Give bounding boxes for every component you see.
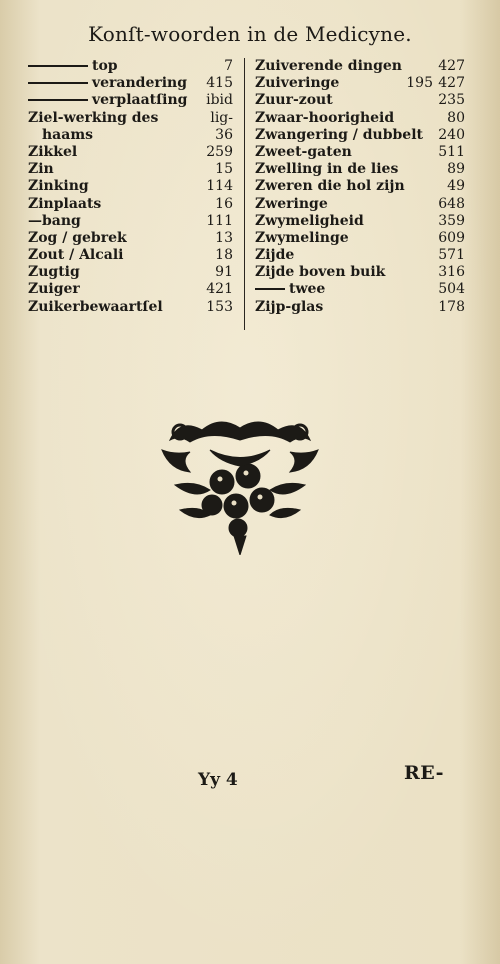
entry-page-ref: 91 [215, 264, 233, 281]
entry-term-text: Zuiverende dingen [255, 58, 402, 74]
index-entry [28, 178, 233, 195]
entry-page-ref: 114 [206, 178, 233, 195]
index-entry [28, 161, 233, 178]
entry-term-text: verplaatſing [92, 92, 188, 109]
entry-term [28, 230, 127, 247]
entry-term [255, 178, 405, 195]
entry-term [255, 213, 364, 230]
index-entry [28, 127, 233, 144]
index-entry [255, 230, 465, 247]
entry-page-ref: 16 [215, 195, 233, 212]
entry-term-text: Zuiger [28, 281, 80, 298]
entry-page-ref: 240 [438, 126, 465, 143]
entry-term-text: Zijde [255, 247, 295, 264]
index-column-left [28, 58, 233, 316]
page-header: Konſt-woorden in de Medicyne. [88, 22, 412, 46]
entry-term [255, 58, 402, 75]
index-entry [255, 213, 465, 230]
index-entry [255, 110, 465, 127]
entry-term-text: Zinplaats [28, 195, 102, 212]
entry-page-ref: 49 [447, 178, 465, 195]
entry-term-text: Zwaar-hoorigheid [255, 109, 395, 126]
index-entry [28, 299, 233, 316]
entry-page-ref: 36 [215, 126, 233, 143]
entry-page-ref: lig- [210, 109, 233, 126]
entry-page-ref: 648 [438, 195, 465, 212]
entry-term-text: Zinking [28, 178, 89, 195]
entry-term-text: Zuiveringe [255, 75, 340, 92]
entry-term-text: —bang [28, 212, 81, 229]
index-entry [28, 58, 233, 75]
entry-term-text: top [92, 58, 118, 74]
entry-term [255, 144, 352, 161]
entry-page-ref: 89 [447, 161, 465, 178]
entry-page-ref: 427 [438, 58, 465, 74]
entry-term [28, 281, 80, 298]
index-entry [28, 110, 233, 127]
entry-page-ref: 421 [206, 281, 233, 298]
entry-term [255, 264, 385, 281]
entry-term-text: Ziel-werking des [28, 109, 159, 126]
catchword: RE- [404, 762, 445, 784]
entry-page-ref: 80 [447, 109, 465, 126]
entry-term-text: verandering [92, 75, 188, 92]
entry-page-ref: 504 [438, 281, 465, 298]
entry-term [28, 92, 187, 109]
entry-term-text: Zikkel [28, 143, 78, 160]
entry-page-ref: 13 [215, 229, 233, 246]
entry-term-text: Zwymeligheid [255, 212, 364, 229]
entry-term [28, 247, 123, 264]
signature-mark: Yy 4 [198, 770, 238, 790]
entry-term [255, 127, 423, 144]
entry-term-text: Zugtig [28, 264, 80, 281]
index-entry [255, 75, 465, 92]
index-entry [255, 178, 465, 195]
entry-term [28, 264, 80, 281]
index-entry [28, 264, 233, 281]
entry-term-text: Zweren die hol zijn [255, 178, 405, 195]
entry-term-text: Zwymelinge [255, 229, 349, 246]
entry-page-ref: 259 [206, 143, 233, 160]
index-entry [255, 92, 465, 109]
entry-page-ref: 415 [206, 75, 233, 92]
entry-term [255, 92, 333, 109]
index-entry [255, 161, 465, 178]
index-entry [255, 58, 465, 75]
entry-term-text: Zog / gebrek [28, 229, 127, 246]
index-entry [255, 281, 465, 298]
entry-term-text: haams [42, 126, 94, 143]
column-divider [244, 58, 245, 330]
entry-term [28, 58, 118, 75]
entry-page-ref: ibid [206, 92, 233, 109]
entry-term-text: Zout / Alcali [28, 247, 124, 264]
index-column-right [255, 58, 465, 316]
entry-term [255, 281, 325, 298]
entry-term [28, 144, 77, 161]
entry-page-ref: 359 [438, 212, 465, 229]
entry-term [28, 196, 101, 213]
entry-term-text: Zweet-gaten [255, 143, 352, 160]
entry-page-ref: 15 [215, 161, 233, 178]
entry-term [255, 75, 339, 92]
index-entry [255, 196, 465, 213]
entry-term [255, 110, 394, 127]
entry-term [255, 230, 349, 247]
index-entry [28, 281, 233, 298]
entry-page-ref: 609 [438, 229, 465, 246]
index-entry [255, 127, 465, 144]
entry-term [28, 178, 89, 195]
entry-term-text: twee [289, 281, 326, 298]
repeat-dash [28, 82, 88, 84]
entry-term [28, 110, 158, 127]
index-entry [28, 92, 233, 109]
entry-term [255, 247, 294, 264]
entry-term-text: Zuikerbewaartſel [28, 298, 163, 315]
entry-page-ref: 178 [438, 298, 465, 315]
index-entry [28, 230, 233, 247]
entry-term [28, 299, 163, 316]
entry-page-ref: 18 [215, 247, 233, 264]
repeat-dash [255, 288, 285, 290]
entry-term-text: Zin [28, 161, 54, 178]
entry-term-text: Zweringe [255, 195, 328, 212]
index-entry [255, 264, 465, 281]
entry-term [28, 75, 187, 92]
repeat-dash [28, 65, 88, 67]
entry-term [42, 127, 93, 144]
floral-ornament-icon [150, 410, 330, 555]
entry-page-ref: 153 [206, 298, 233, 315]
entry-term-text: Zuur-zout [255, 92, 333, 109]
index-entry [255, 247, 465, 264]
index-entry [255, 144, 465, 161]
entry-term-text: Zwelling in de lies [255, 161, 399, 178]
entry-term-text: Zwangering / dubbelt [255, 126, 423, 143]
entry-page-ref: 235 [438, 92, 465, 109]
entry-term [255, 161, 398, 178]
entry-page-ref: 511 [438, 143, 465, 160]
index-entry [28, 213, 233, 230]
index-entry [28, 144, 233, 161]
index-entry [28, 196, 233, 213]
index-entry [28, 247, 233, 264]
entry-term [28, 213, 81, 230]
entry-term-text: Zijde boven buik [255, 264, 386, 281]
entry-term [28, 161, 54, 178]
index-entry [255, 299, 465, 316]
entry-term-text: Zijp-glas [255, 298, 324, 315]
entry-page-ref: 316 [438, 264, 465, 281]
index-entry [28, 75, 233, 92]
entry-page-ref: 195 [406, 75, 433, 92]
entry-page-ref: 427 [438, 75, 465, 92]
entry-term [255, 196, 328, 213]
entry-term [255, 299, 323, 316]
entry-page-ref: 7 [224, 58, 233, 74]
entry-page-ref: 111 [206, 212, 233, 229]
entry-page-ref: 571 [438, 247, 465, 264]
repeat-dash [28, 99, 88, 101]
